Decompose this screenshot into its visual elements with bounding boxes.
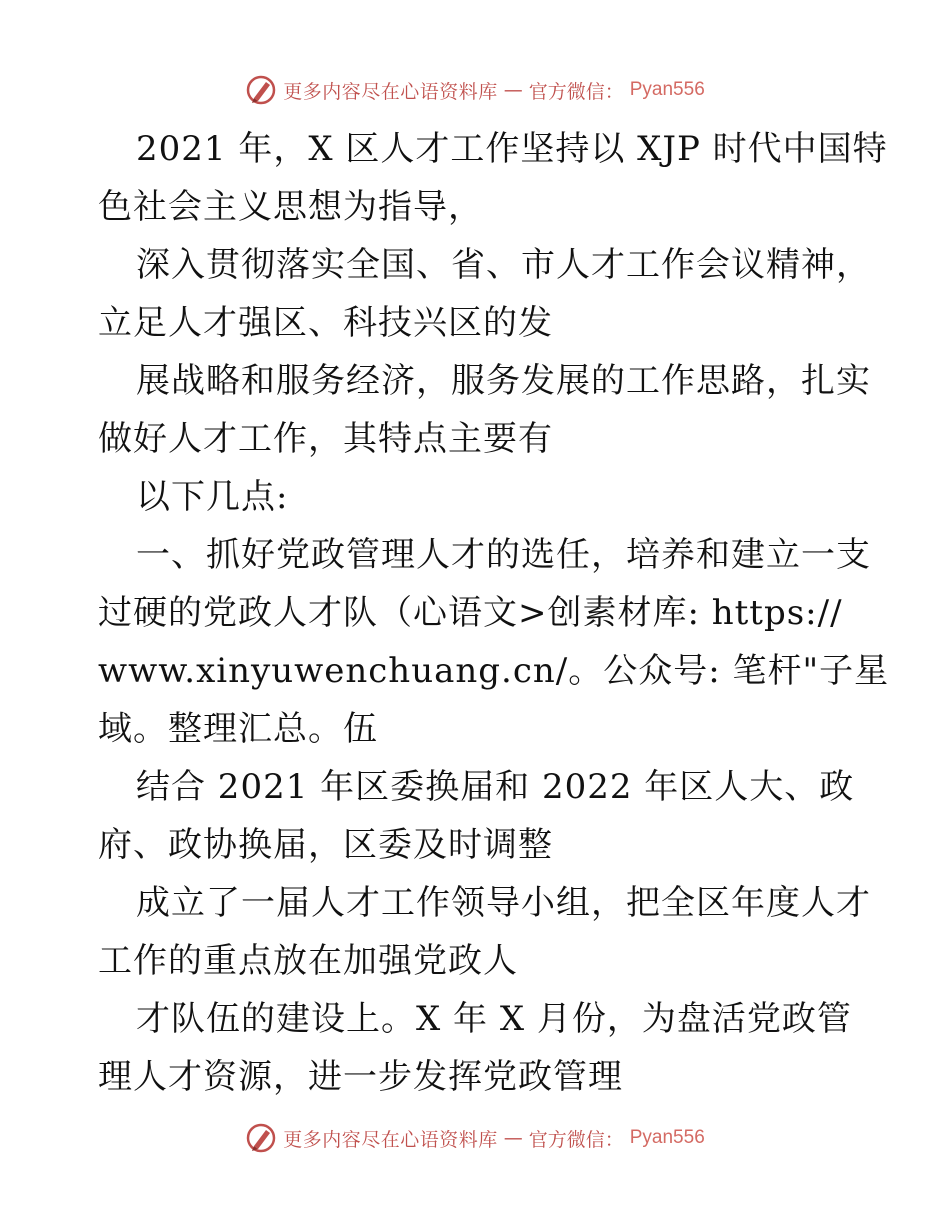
footer-watermark-content [245,1122,705,1154]
pen-logo-icon [245,1122,277,1154]
text-line: 才队伍的建设上。X 年 X 月份，为盘活党政管 [136,999,852,1039]
text-line: 成立了一届人才工作领导小组，把全区年度人才 [136,883,871,923]
header-banner-dash: — [503,79,523,101]
footer-banner-main-text: 更多内容尽在心语资料库 [283,1128,498,1151]
header-banner-wechat-label: 官方微信： [528,80,624,103]
text-line: 过硬的党政人才队（心语文>创素材库: https:// [98,593,843,633]
footer-banner-wechat-label: 官方微信： [528,1128,624,1151]
text-line: 立足人才强区、科技兴区的发 [98,303,553,343]
header-watermark-content [245,74,705,106]
footer-banner-dash: — [503,1127,523,1149]
text-line: 理人才资源，进一步发挥党政管理 [98,1057,623,1097]
text-line: 2021 年，X 区人才工作坚持以 XJP 时代中国特 [136,129,888,169]
header-banner-wechat-id: Pyan556 [629,79,705,100]
text-line: 工作的重点放在加强党政人 [98,941,518,981]
footer-banner-wechat-id: Pyan556 [629,1127,705,1148]
text-line: 以下几点: [136,477,289,517]
header-banner-main-text: 更多内容尽在心语资料库 [283,80,498,103]
text-line: 结合 2021 年区委换届和 2022 年区人大、政 [136,767,855,807]
text-line: 一、抓好党政管理人才的选任，培养和建立一支 [136,535,871,575]
text-line: 域。整理汇总。伍 [98,709,378,749]
text-line: 做好人才工作，其特点主要有 [98,419,553,459]
footer-watermark-banner [0,1118,950,1158]
text-line: 展战略和服务经济，服务发展的工作思路，扎实 [136,361,871,401]
header-watermark-banner [0,70,950,110]
text-line: 色社会主义思想为指导， [98,187,483,227]
text-line: www.xinyuwenchuang.cn/。公众号: 笔杆"子星 [98,651,890,691]
text-line: 深入贯彻落实全国、省、市人才工作会议精神， [136,245,871,285]
pen-logo-icon [245,74,277,106]
text-line: 府、政协换届，区委及时调整 [98,825,553,865]
document-body [98,120,890,1106]
